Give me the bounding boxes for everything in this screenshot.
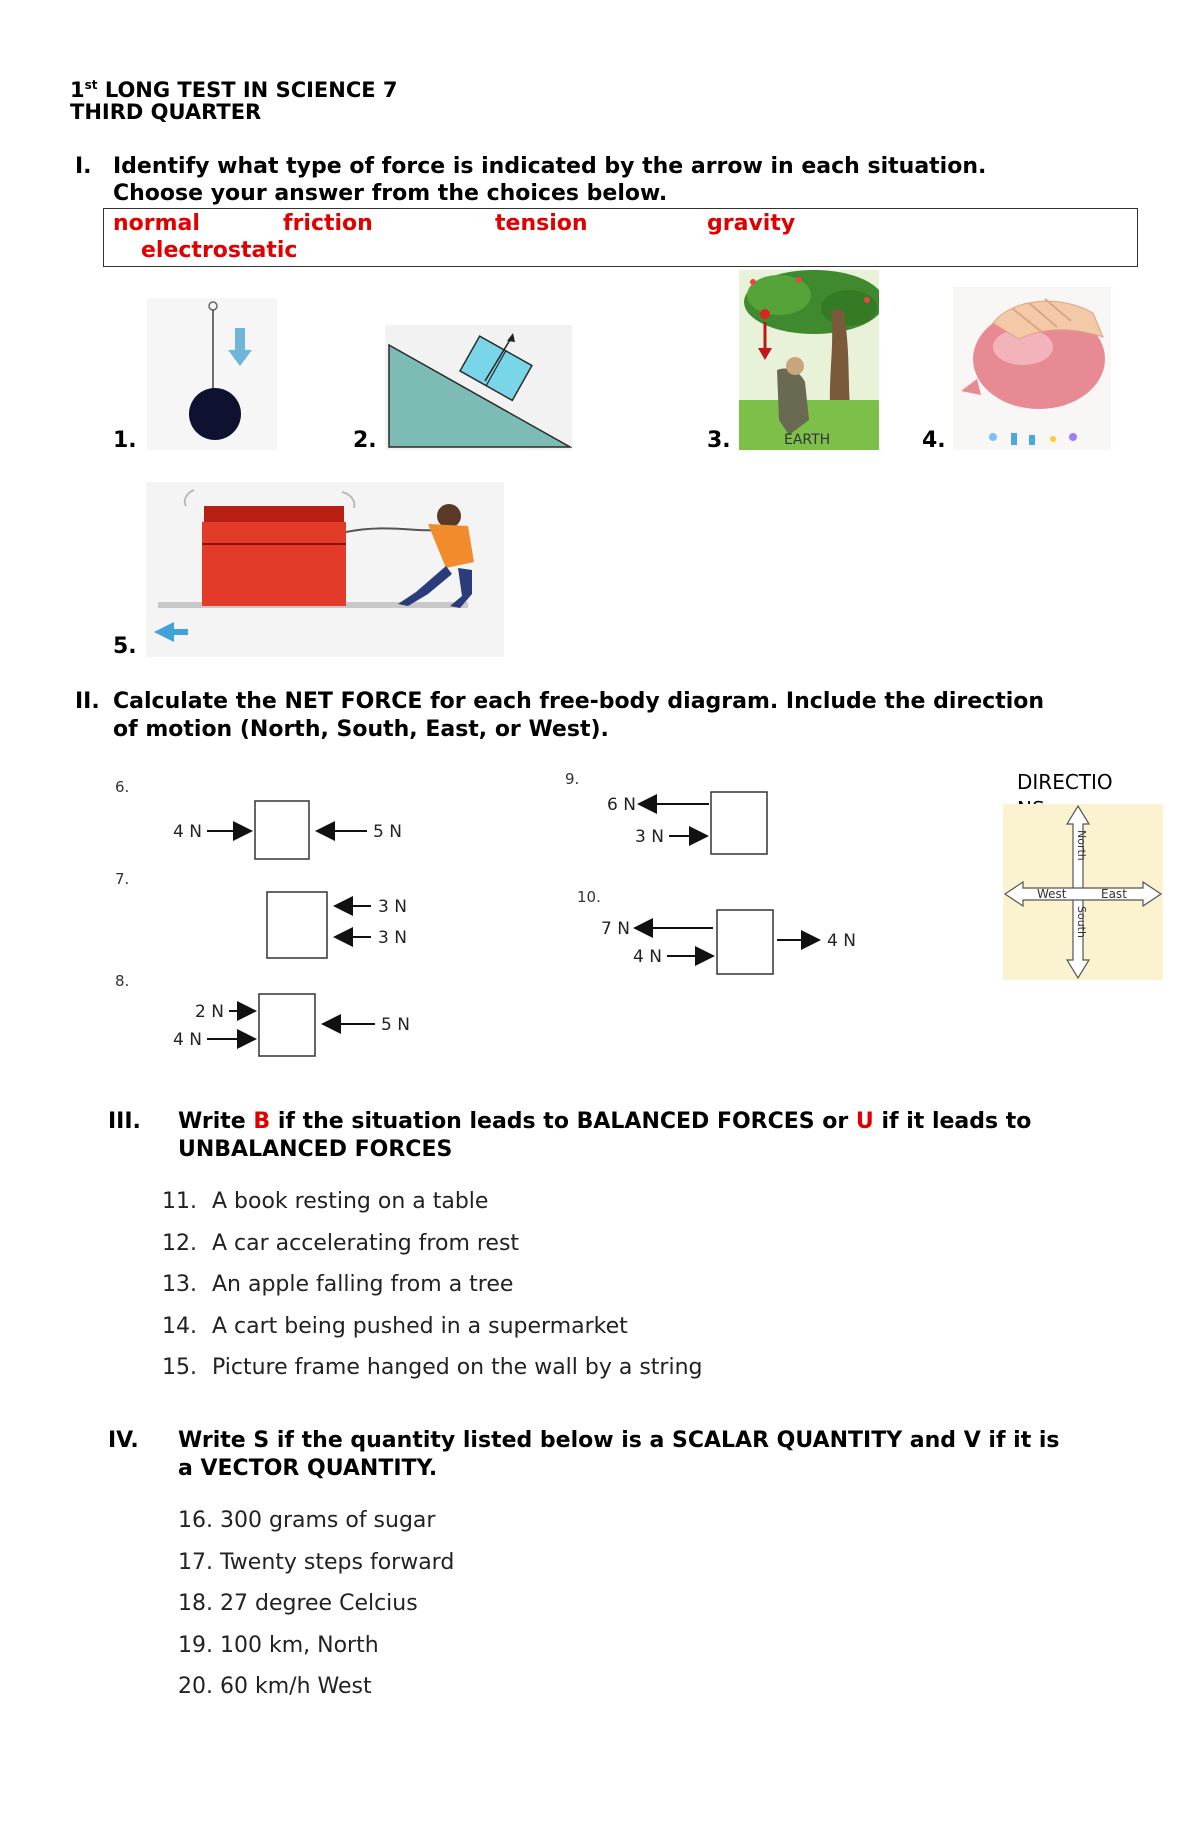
- figure-1-label: 1.: [113, 428, 137, 453]
- choice-friction: friction: [283, 211, 373, 236]
- north-label: North: [1075, 830, 1088, 861]
- tension-figure: [146, 482, 504, 657]
- fbd-8-number: 8.: [115, 972, 130, 990]
- choice-electrostatic: electrostatic: [141, 238, 298, 263]
- fbd-7-box: [267, 892, 327, 958]
- fbd-9-left-out-force: 6 N: [607, 795, 636, 815]
- fbd-8-left-force-2: 4 N: [173, 1030, 202, 1050]
- directions-title: DIRECTIO: [1017, 770, 1113, 794]
- list-item: 18. 27 degree Celcius: [178, 1591, 418, 1616]
- incline-figure: [385, 325, 572, 450]
- west-label: West: [1037, 887, 1067, 901]
- part2-instruction-2: of motion (North, South, East, or West).: [113, 717, 609, 742]
- part1-instruction-1: Identify what type of force is indicated by the arrow in each situation.: [113, 154, 987, 179]
- list-item: 11. A book resting on a table: [162, 1189, 489, 1214]
- compass-figure: [1003, 804, 1163, 980]
- test-title: 1st LONG TEST IN SCIENCE 7: [70, 78, 398, 102]
- choice-normal: normal: [113, 211, 200, 236]
- earth-caption: EARTH: [784, 432, 831, 448]
- test-subtitle: THIRD QUARTER: [70, 100, 262, 124]
- fbd-6-right-force: 5 N: [373, 822, 402, 842]
- figure-5-label: 5.: [113, 634, 137, 659]
- east-label: East: [1101, 887, 1127, 901]
- fbd-10-left-in-force: 4 N: [633, 947, 662, 967]
- pendulum-figure: [147, 298, 277, 450]
- apple-tree-figure: [739, 270, 879, 450]
- fbd-6-left-force: 4 N: [173, 822, 202, 842]
- fbd-9-left-in-force: 3 N: [635, 827, 664, 847]
- fbd-right-panel: [555, 762, 885, 982]
- part3-instruction-1: Write B if the situation leads to BALANCED FORCES or U if it leads to: [178, 1109, 1032, 1134]
- part2-instruction-1: Calculate the NET FORCE for each free-body diagram. Include the direction: [113, 689, 1045, 714]
- part1-instruction-2: Choose your answer from the choices below.: [113, 181, 668, 206]
- fbd-10-left-out-force: 7 N: [601, 919, 630, 939]
- fbd-10-right-out-force: 4 N: [827, 931, 856, 951]
- balloon-figure: [953, 287, 1111, 450]
- part2-number: II.: [75, 689, 100, 714]
- part3-number: III.: [108, 1109, 141, 1134]
- part4-list: [178, 1507, 454, 1715]
- south-label: South: [1075, 906, 1088, 938]
- list-item: 19. 100 km, North: [178, 1632, 379, 1658]
- list-item: 16. 300 grams of sugar: [178, 1508, 436, 1533]
- fbd-left-panel: [105, 770, 465, 1060]
- part3-list: [162, 1188, 703, 1396]
- part1-number: I.: [75, 154, 92, 179]
- figure-3-label: 3.: [707, 428, 731, 453]
- list-item: 14. A cart being pushed in a supermarket: [162, 1313, 628, 1339]
- list-item: 15. Picture frame hanged on the wall by a string: [162, 1355, 703, 1380]
- list-item: 13. An apple falling from a tree: [162, 1272, 514, 1297]
- list-item: 17. Twenty steps forward: [178, 1549, 455, 1575]
- part4-instruction-1: Write S if the quantity listed below is a SCALAR QUANTITY and V if it is: [178, 1428, 1060, 1453]
- fbd-7-force-2: 3 N: [378, 928, 407, 948]
- fbd-9-box: [711, 792, 767, 854]
- figure-4-label: 4.: [922, 428, 946, 453]
- part3-instruction-2: UNBALANCED FORCES: [178, 1137, 453, 1162]
- fbd-7-number: 7.: [115, 870, 130, 888]
- fbd-8-left-force-1: 2 N: [195, 1002, 224, 1022]
- fbd-7-force-1: 3 N: [378, 897, 407, 917]
- fbd-8-box: [259, 994, 315, 1056]
- fbd-6-number: 6.: [115, 778, 130, 796]
- choice-tension: tension: [495, 211, 588, 236]
- fbd-10-box: [717, 910, 773, 974]
- part4-instruction-2: a VECTOR QUANTITY.: [178, 1456, 438, 1481]
- figure-2-label: 2.: [353, 428, 377, 453]
- fbd-9-number: 9.: [565, 770, 580, 788]
- choice-gravity: gravity: [707, 211, 796, 236]
- fbd-10-number: 10.: [577, 888, 601, 906]
- list-item: 20. 60 km/h West: [178, 1674, 372, 1699]
- list-item: 12. A car accelerating from rest: [162, 1230, 520, 1256]
- fbd-8-right-force: 5 N: [381, 1015, 410, 1035]
- fbd-6-box: [255, 801, 309, 859]
- part4-number: IV.: [108, 1428, 139, 1453]
